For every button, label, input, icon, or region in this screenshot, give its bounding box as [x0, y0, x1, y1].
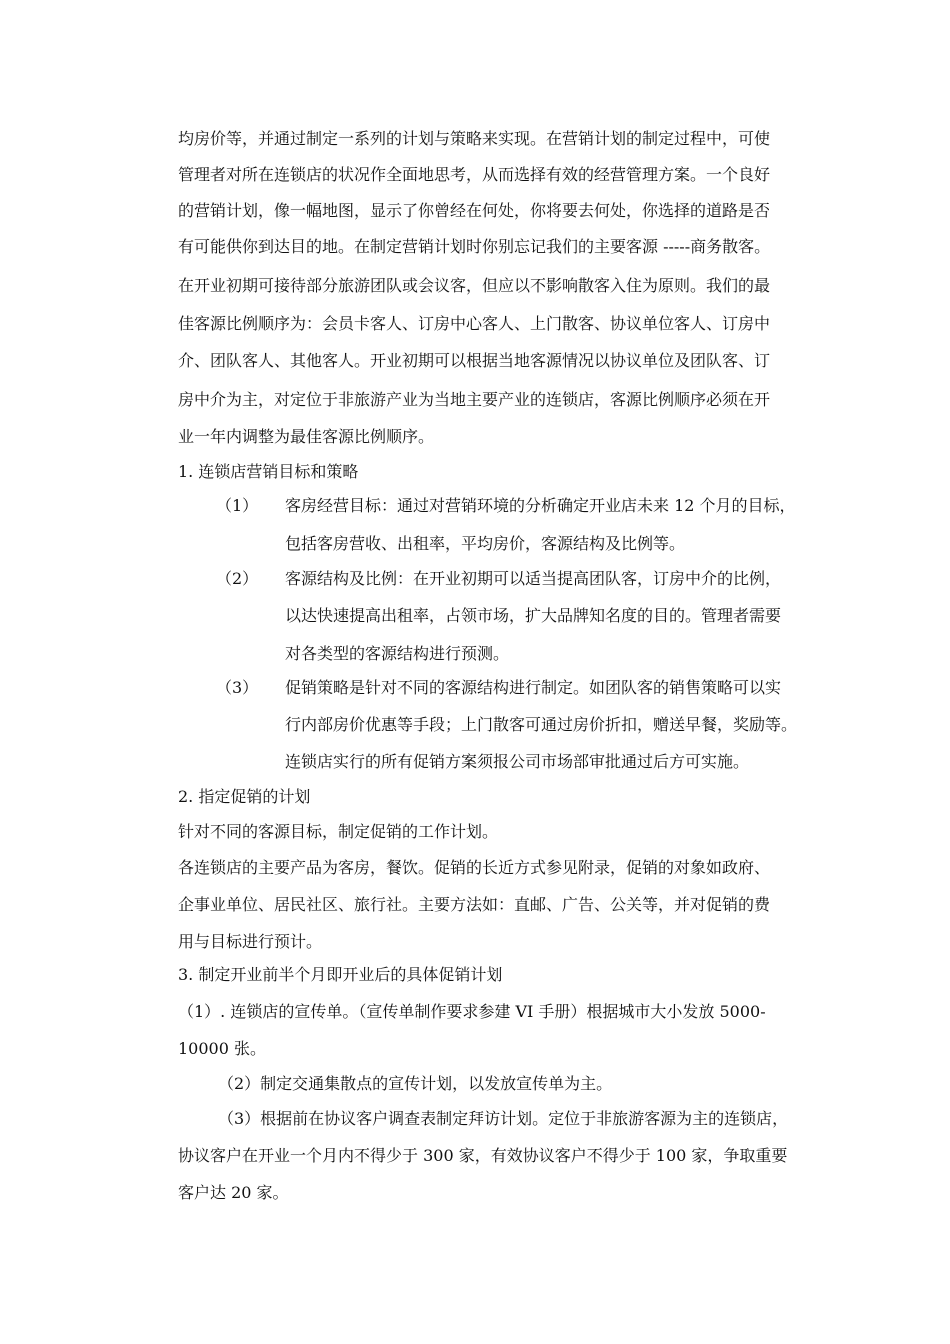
- item-line: 连锁店实行的所有促销方案须报公司市场部审批通过后方可实施。: [285, 752, 750, 771]
- intro-line: 佳客源比例顺序为：会员卡客人、订房中心客人、上门散客、协议单位客人、订房中: [178, 314, 771, 333]
- body-line: （3）根据前在协议客户调查表制定拜访计划。定位于非旅游客源为主的连锁店，: [218, 1109, 789, 1128]
- body-line: 各连锁店的主要产品为客房，餐饮。促销的长近方式参见附录，促销的对象如政府、: [178, 858, 771, 877]
- item-line: 客源结构及比例：在开业初期可以适当提高团队客，订房中介的比例，: [285, 569, 782, 588]
- intro-line: 业一年内调整为最佳客源比例顺序。: [178, 427, 435, 446]
- intro-line: 介、团队客人、其他客人。开业初期可以根据当地客源情况以协议单位及团队客、订: [178, 351, 771, 370]
- body-line: 用与目标进行预计。: [178, 932, 323, 951]
- item-line: 促销策略是针对不同的客源结构进行制定。如团队客的销售策略可以实: [285, 678, 782, 697]
- body-line: 企事业单位、居民社区、旅行社。主要方法如：直邮、广告、公关等，并对促销的费: [178, 895, 771, 914]
- item-line: 以达快速提高出租率，占领市场，扩大品牌知名度的目的。管理者需要: [285, 606, 782, 625]
- section-heading: 2. 指定促销的计划: [178, 787, 311, 806]
- intro-line: 管理者对所在连锁店的状况作全面地思考，从而选择有效的经营管理方案。一个良好: [178, 165, 771, 184]
- item-line: 包括客房营收、出租率，平均房价，客源结构及比例等。: [285, 534, 686, 553]
- intro-line: 有可能供你到达目的地。在制定营销计划时你别忘记我们的主要客源 -----商务散客。: [178, 237, 771, 256]
- section-heading: 1. 连锁店营销目标和策略: [178, 462, 359, 481]
- body-line: 协议客户在开业一个月内不得少于 300 家，有效协议客户不得少于 100 家，争取重要: [178, 1146, 788, 1165]
- item-number: （3）: [216, 678, 259, 697]
- item-number: （2）: [216, 569, 259, 588]
- item-number: （1）: [216, 496, 259, 515]
- body-line: 客户达 20 家。: [178, 1183, 289, 1202]
- item-line: 行内部房价优惠等手段；上门散客可通过房价折扣，赠送早餐，奖励等。: [285, 715, 798, 734]
- body-line: （2）制定交通集散点的宣传计划，以发放宣传单为主。: [218, 1074, 613, 1093]
- intro-line: 房中介为主，对定位于非旅游产业为当地主要产业的连锁店，客源比例顺序必须在开: [178, 390, 771, 409]
- item-line: 对各类型的客源结构进行预测。: [285, 644, 510, 663]
- body-line: 针对不同的客源目标，制定促销的工作计划。: [178, 822, 499, 841]
- body-line: 10000 张。: [178, 1039, 266, 1058]
- intro-line: 均房价等，并通过制定一系列的计划与策略来实现。在营销计划的制定过程中，可使: [178, 129, 771, 148]
- intro-line: 在开业初期可接待部分旅游团队或会议客，但应以不影响散客入住为原则。我们的最: [178, 276, 771, 295]
- body-line: （1）. 连锁店的宣传单。（宣传单制作要求参建 VI 手册）根据城市大小发放 5000-: [178, 1002, 766, 1021]
- section-heading: 3. 制定开业前半个月即开业后的具体促销计划: [178, 965, 503, 984]
- item-line: 客房经营目标：通过对营销环境的分析确定开业店未来 12 个月的目标，: [285, 496, 796, 515]
- intro-line: 的营销计划，像一幅地图，显示了你曾经在何处，你将要去何处，你选择的道路是否: [178, 201, 771, 220]
